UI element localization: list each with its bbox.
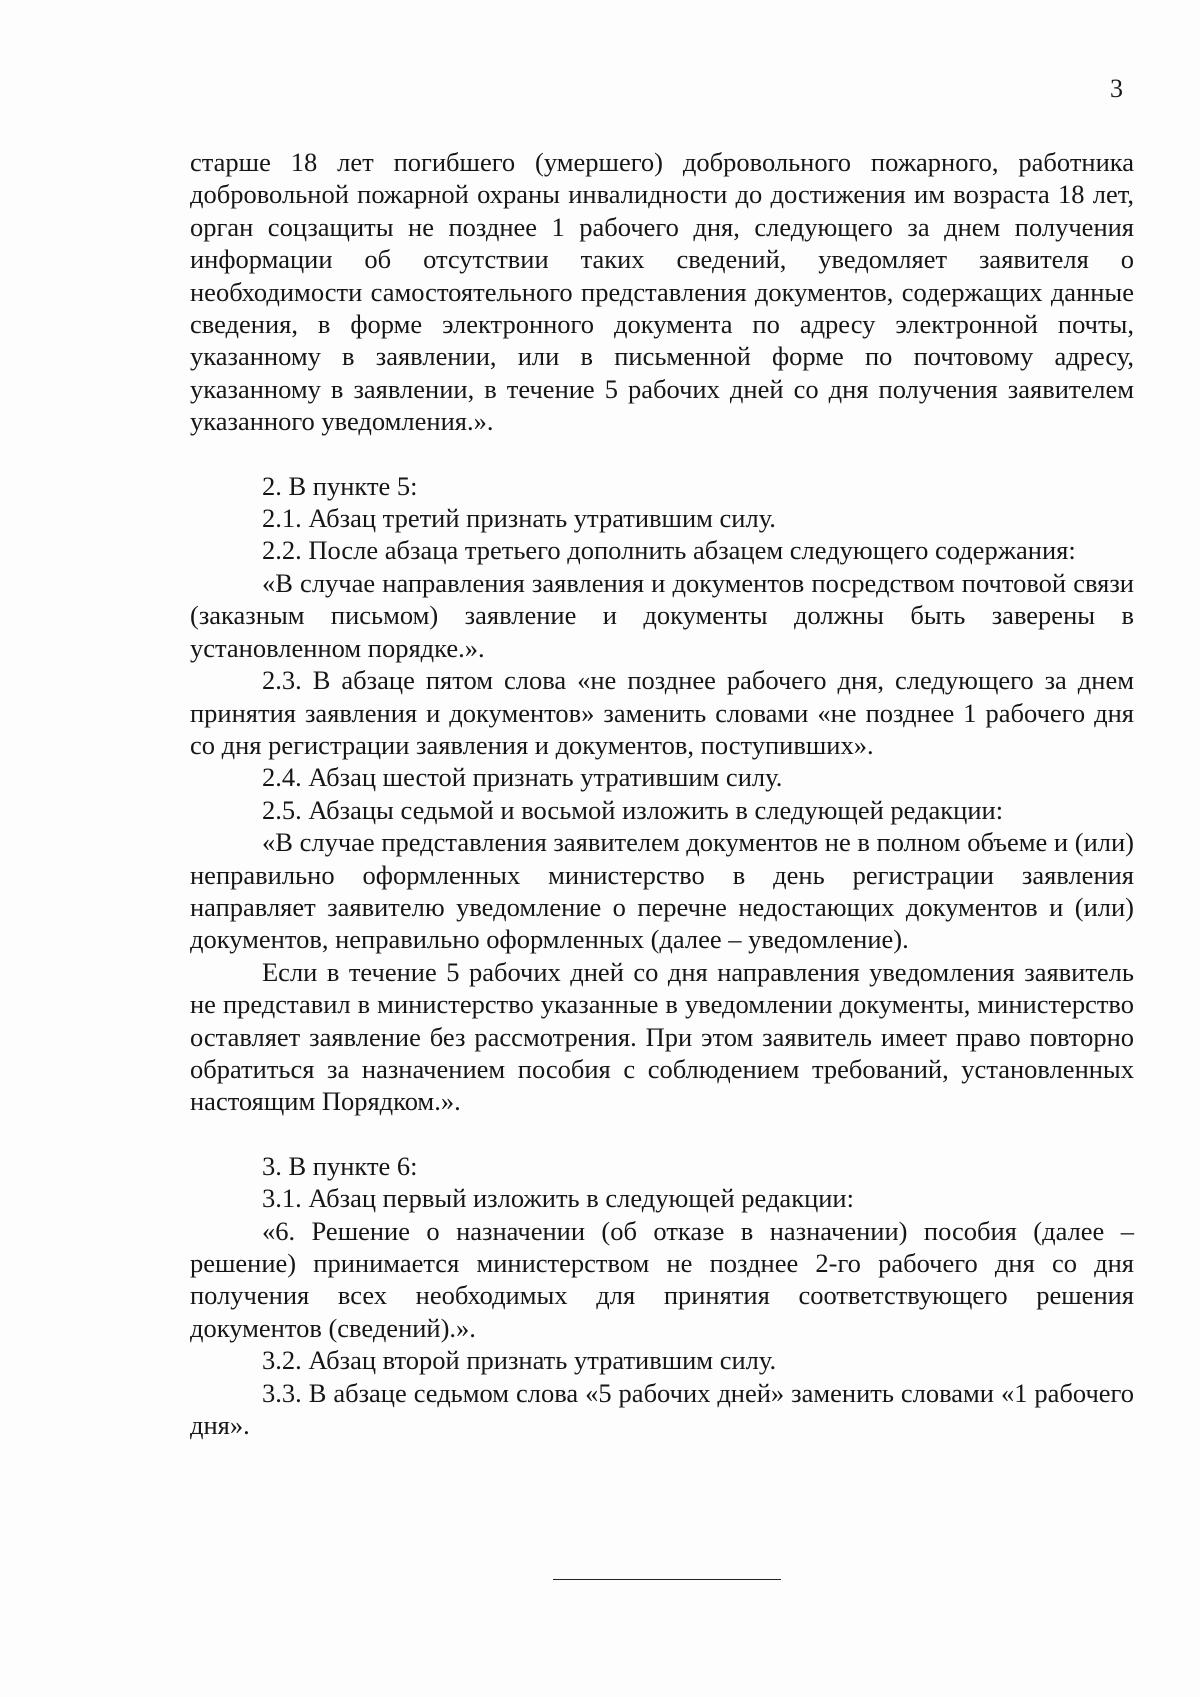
paragraph-quote-2-5-b: Если в течение 5 рабочих дней со дня направления уведомления заявитель не представил в министерство указанные в уведомлении документы, министерство оставляет заявление без рассмотрения. При этом заявитель имеет право повторно обратиться за назначением пособия с соблюдением требований, установленных настоящим Порядком.». — [190, 956, 1134, 1117]
paragraph-item-2-4: 2.4. Абзац шестой признать утратившим силу. — [262, 762, 783, 793]
paragraph-continuation: старше 18 лет погибшего (умершего) добровольного пожарного, работника добровольной пожарной охраны инвалидности до достижения им возраста 18 лет, орган соцзащиты не позднее 1 рабочего дня, следующего за днем получения информации об отсутствии таких сведений, уведомляет заявителя о необходимости самостоятельного представления документов, содержащих данные сведения, в форме электронного документа по адресу электронной почты, указанному в заявлении, или в письменной форме по почтовому адресу, указанному в заявлении, в течение 5 рабочих дней со дня получения заявителем указанного уведомления.». — [190, 147, 1134, 437]
paragraph-item-2-5: 2.5. Абзацы седьмой и восьмой изложить в следующей редакции: — [262, 794, 1004, 825]
paragraph-item-2: 2. В пункте 5: — [262, 470, 418, 501]
paragraph-item-2-1: 2.1. Абзац третий признать утратившим силу. — [262, 503, 776, 534]
paragraph-quote-2-2: «В случае направления заявления и документов посредством почтовой связи (заказным письмом) заявление и документы должны быть заверены в установленном порядке.». — [190, 567, 1134, 663]
paragraph-item-2-2: 2.2. После абзаца третьего дополнить абзацем следующего содержания: — [262, 535, 1076, 566]
spacer — [190, 1118, 1134, 1150]
page-number: 3 — [1110, 74, 1123, 103]
spacer — [190, 438, 1134, 470]
paragraph-item-3-3: 3.3. В абзаце седьмом слова «5 рабочих дней» заменить словами «1 рабочего дня». — [190, 1377, 1134, 1441]
paragraph-item-3-2: 3.2. Абзац второй признать утратившим силу. — [262, 1345, 777, 1376]
document-body — [190, 146, 1134, 1441]
end-separator-line — [553, 1579, 781, 1580]
paragraph-quote-3-1: «6. Решение о назначении (об отказе в назначении) пособия (далее – решение) принимается министерством не позднее 2-го рабочего дня со дня получения всех необходимых для принятия соответствующего решения документов (сведений).». — [190, 1215, 1134, 1343]
paragraph-item-3-1: 3.1. Абзац первый изложить в следующей редакции: — [262, 1183, 854, 1214]
paragraph-item-2-3: 2.3. В абзаце пятом слова «не позднее рабочего дня, следующего за днем принятия заявления и документов» заменить словами «не позднее 1 рабочего дня со дня регистрации заявления и документов, поступивших». — [190, 665, 1134, 760]
paragraph-quote-2-5-a: «В случае представления заявителем документов не в полном объеме и (или) неправильно оформленных министерство в день регистрации заявления направляет заявителю уведомление о перечне недостающих документов и (или) документов, неправильно оформленных (далее – уведомление). — [190, 827, 1134, 955]
paragraph-item-3: 3. В пункте 6: — [262, 1150, 418, 1181]
